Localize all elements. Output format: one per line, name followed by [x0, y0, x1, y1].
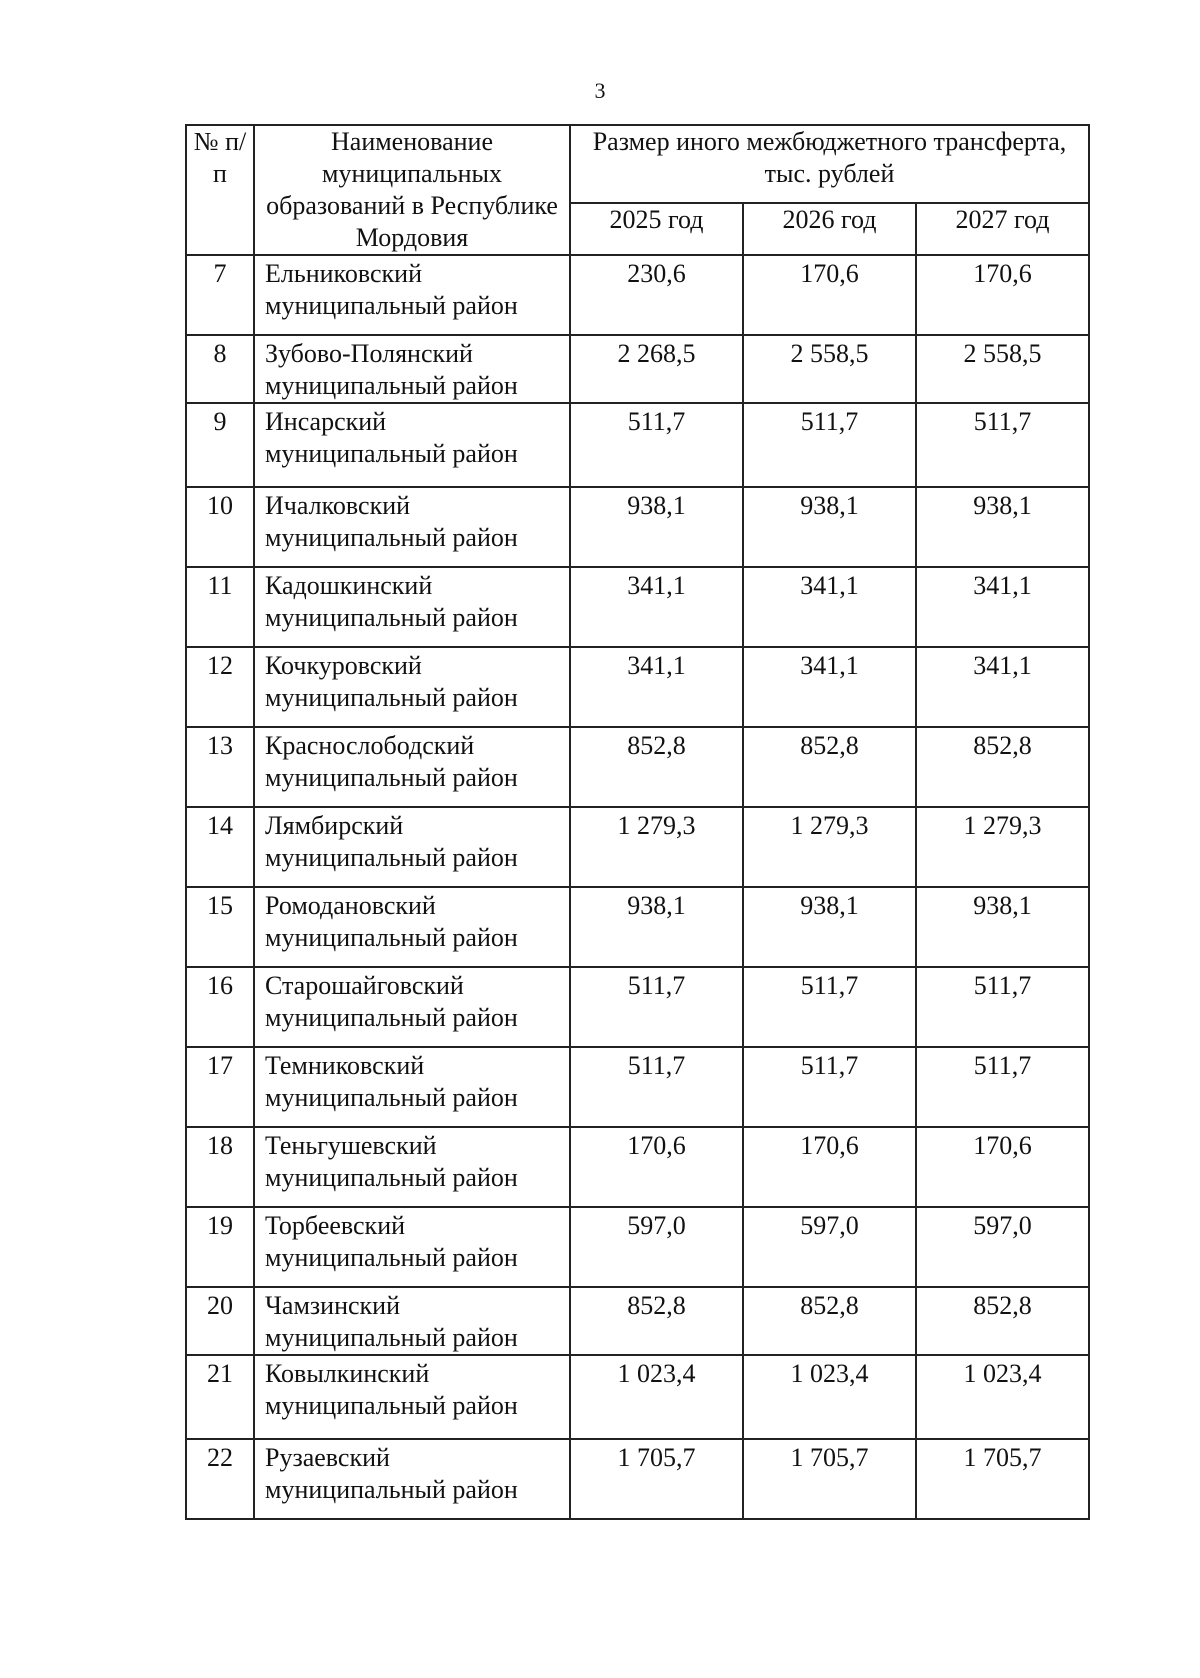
header-year-2026: 2026 год — [743, 203, 916, 255]
table-row — [186, 887, 1089, 967]
value-y2026: 341,1 — [743, 567, 916, 647]
municipality-name-line: Лямбирский — [265, 811, 404, 840]
table-row — [186, 1127, 1089, 1207]
header-number: № п/п — [186, 125, 254, 255]
row-number: 18 — [186, 1127, 254, 1207]
value-y2025: 938,1 — [570, 887, 743, 967]
municipality-type-line: муниципальный район — [265, 843, 518, 872]
municipality-name-line: Темниковский — [265, 1051, 425, 1080]
row-number: 22 — [186, 1439, 254, 1519]
value-y2027: 341,1 — [916, 647, 1089, 727]
value-y2025: 938,1 — [570, 487, 743, 567]
table-body — [186, 255, 1089, 1519]
value-y2026: 341,1 — [743, 647, 916, 727]
value-y2027: 511,7 — [916, 967, 1089, 1047]
municipality-name — [254, 403, 570, 487]
table-header — [186, 125, 1089, 255]
municipality-name-line: Кадошкинский — [265, 571, 433, 600]
value-y2026: 170,6 — [743, 255, 916, 335]
value-y2025: 852,8 — [570, 727, 743, 807]
value-y2026: 2 558,5 — [743, 335, 916, 403]
municipality-type-line: муниципальный район — [265, 291, 518, 320]
municipality-name-line: Инсарский — [265, 407, 387, 436]
municipality-type-line: муниципальный район — [265, 523, 518, 552]
value-y2026: 852,8 — [743, 727, 916, 807]
row-number: 17 — [186, 1047, 254, 1127]
table-row — [186, 727, 1089, 807]
municipality-type-line: муниципальный район — [265, 683, 518, 712]
municipality-name — [254, 887, 570, 967]
header-transfer-size: Размер иного межбюджетного трансферта, тыс. рублей — [570, 125, 1089, 203]
municipality-name-line: Ельниковский — [265, 259, 422, 288]
municipality-name-line: Краснослободский — [265, 731, 475, 760]
municipality-type-line: муниципальный район — [265, 1083, 518, 1112]
value-y2025: 511,7 — [570, 403, 743, 487]
value-y2026: 1 705,7 — [743, 1439, 916, 1519]
value-y2027: 938,1 — [916, 487, 1089, 567]
value-y2027: 1 023,4 — [916, 1355, 1089, 1439]
municipality-type-line: муниципальный район — [265, 1163, 518, 1192]
value-y2026: 938,1 — [743, 887, 916, 967]
value-y2026: 511,7 — [743, 1047, 916, 1127]
municipality-name-line: Рузаевский — [265, 1443, 390, 1472]
municipality-type-line: муниципальный район — [265, 603, 518, 632]
header-year-2027: 2027 год — [916, 203, 1089, 255]
municipality-name — [254, 1355, 570, 1439]
value-y2025: 341,1 — [570, 567, 743, 647]
value-y2025: 170,6 — [570, 1127, 743, 1207]
row-number: 16 — [186, 967, 254, 1047]
value-y2025: 852,8 — [570, 1287, 743, 1355]
municipality-name-line: Старошайговский — [265, 971, 464, 1000]
value-y2025: 1 705,7 — [570, 1439, 743, 1519]
municipality-name-line: Кочкуровский — [265, 651, 422, 680]
row-number: 11 — [186, 567, 254, 647]
value-y2025: 1 279,3 — [570, 807, 743, 887]
municipality-name-line: Ромодановский — [265, 891, 436, 920]
value-y2027: 1 279,3 — [916, 807, 1089, 887]
municipality-name — [254, 647, 570, 727]
value-y2027: 170,6 — [916, 1127, 1089, 1207]
municipality-name — [254, 1127, 570, 1207]
municipality-type-line: муниципальный район — [265, 439, 518, 468]
municipality-name — [254, 487, 570, 567]
table-row — [186, 255, 1089, 335]
municipality-name-line: Теньгушевский — [265, 1131, 437, 1160]
value-y2026: 938,1 — [743, 487, 916, 567]
municipality-type-line: муниципальный район — [265, 1475, 518, 1504]
table-row — [186, 1287, 1089, 1355]
municipality-name-line: Торбеевский — [265, 1211, 406, 1240]
header-municipality-name: Наименование муниципальных образований в Республике Мордовия — [254, 125, 570, 255]
row-number: 21 — [186, 1355, 254, 1439]
value-y2027: 341,1 — [916, 567, 1089, 647]
value-y2025: 230,6 — [570, 255, 743, 335]
municipality-type-line: муниципальный район — [265, 1243, 518, 1272]
table-row — [186, 967, 1089, 1047]
page-number: 3 — [594, 78, 606, 103]
row-number: 15 — [186, 887, 254, 967]
transfers-table — [185, 124, 1090, 1520]
municipality-type-line: муниципальный район — [265, 923, 518, 952]
municipality-name-line: Чамзинский — [265, 1291, 400, 1320]
table-row — [186, 807, 1089, 887]
value-y2026: 1 279,3 — [743, 807, 916, 887]
value-y2026: 1 023,4 — [743, 1355, 916, 1439]
row-number: 7 — [186, 255, 254, 335]
value-y2026: 170,6 — [743, 1127, 916, 1207]
table-row — [186, 1439, 1089, 1519]
municipality-name — [254, 335, 570, 403]
value-y2026: 511,7 — [743, 403, 916, 487]
municipality-type-line: муниципальный район — [265, 1003, 518, 1032]
row-number: 8 — [186, 335, 254, 403]
municipality-name — [254, 1047, 570, 1127]
municipality-type-line: муниципальный район — [265, 763, 518, 792]
table-row — [186, 403, 1089, 487]
municipality-name — [254, 807, 570, 887]
value-y2026: 511,7 — [743, 967, 916, 1047]
value-y2025: 511,7 — [570, 1047, 743, 1127]
value-y2027: 1 705,7 — [916, 1439, 1089, 1519]
municipality-type-line: муниципальный район — [265, 1391, 518, 1420]
value-y2027: 511,7 — [916, 1047, 1089, 1127]
municipality-name — [254, 1287, 570, 1355]
table-row — [186, 1355, 1089, 1439]
value-y2027: 170,6 — [916, 255, 1089, 335]
value-y2027: 852,8 — [916, 1287, 1089, 1355]
row-number: 10 — [186, 487, 254, 567]
value-y2025: 2 268,5 — [570, 335, 743, 403]
header-year-2025: 2025 год — [570, 203, 743, 255]
value-y2027: 597,0 — [916, 1207, 1089, 1287]
municipality-name — [254, 1439, 570, 1519]
row-number: 12 — [186, 647, 254, 727]
municipality-name — [254, 255, 570, 335]
value-y2025: 597,0 — [570, 1207, 743, 1287]
municipality-name — [254, 1207, 570, 1287]
value-y2027: 938,1 — [916, 887, 1089, 967]
table-row — [186, 647, 1089, 727]
municipality-name — [254, 567, 570, 647]
value-y2027: 511,7 — [916, 403, 1089, 487]
value-y2026: 597,0 — [743, 1207, 916, 1287]
municipality-type-line: муниципальный район — [265, 1323, 518, 1352]
table-row — [186, 335, 1089, 403]
value-y2025: 511,7 — [570, 967, 743, 1047]
table-row — [186, 487, 1089, 567]
municipality-type-line: муниципальный район — [265, 371, 518, 400]
municipality-name-line: Ковылкинский — [265, 1359, 430, 1388]
municipality-name-line: Ичалковский — [265, 491, 411, 520]
row-number: 19 — [186, 1207, 254, 1287]
table-row — [186, 1207, 1089, 1287]
value-y2027: 852,8 — [916, 727, 1089, 807]
value-y2025: 341,1 — [570, 647, 743, 727]
value-y2025: 1 023,4 — [570, 1355, 743, 1439]
municipality-name — [254, 967, 570, 1047]
table-row — [186, 1047, 1089, 1127]
municipality-name — [254, 727, 570, 807]
table-row — [186, 567, 1089, 647]
row-number: 13 — [186, 727, 254, 807]
municipality-name-line: Зубово-Полянский — [265, 339, 473, 368]
row-number: 14 — [186, 807, 254, 887]
value-y2027: 2 558,5 — [916, 335, 1089, 403]
row-number: 9 — [186, 403, 254, 487]
value-y2026: 852,8 — [743, 1287, 916, 1355]
row-number: 20 — [186, 1287, 254, 1355]
